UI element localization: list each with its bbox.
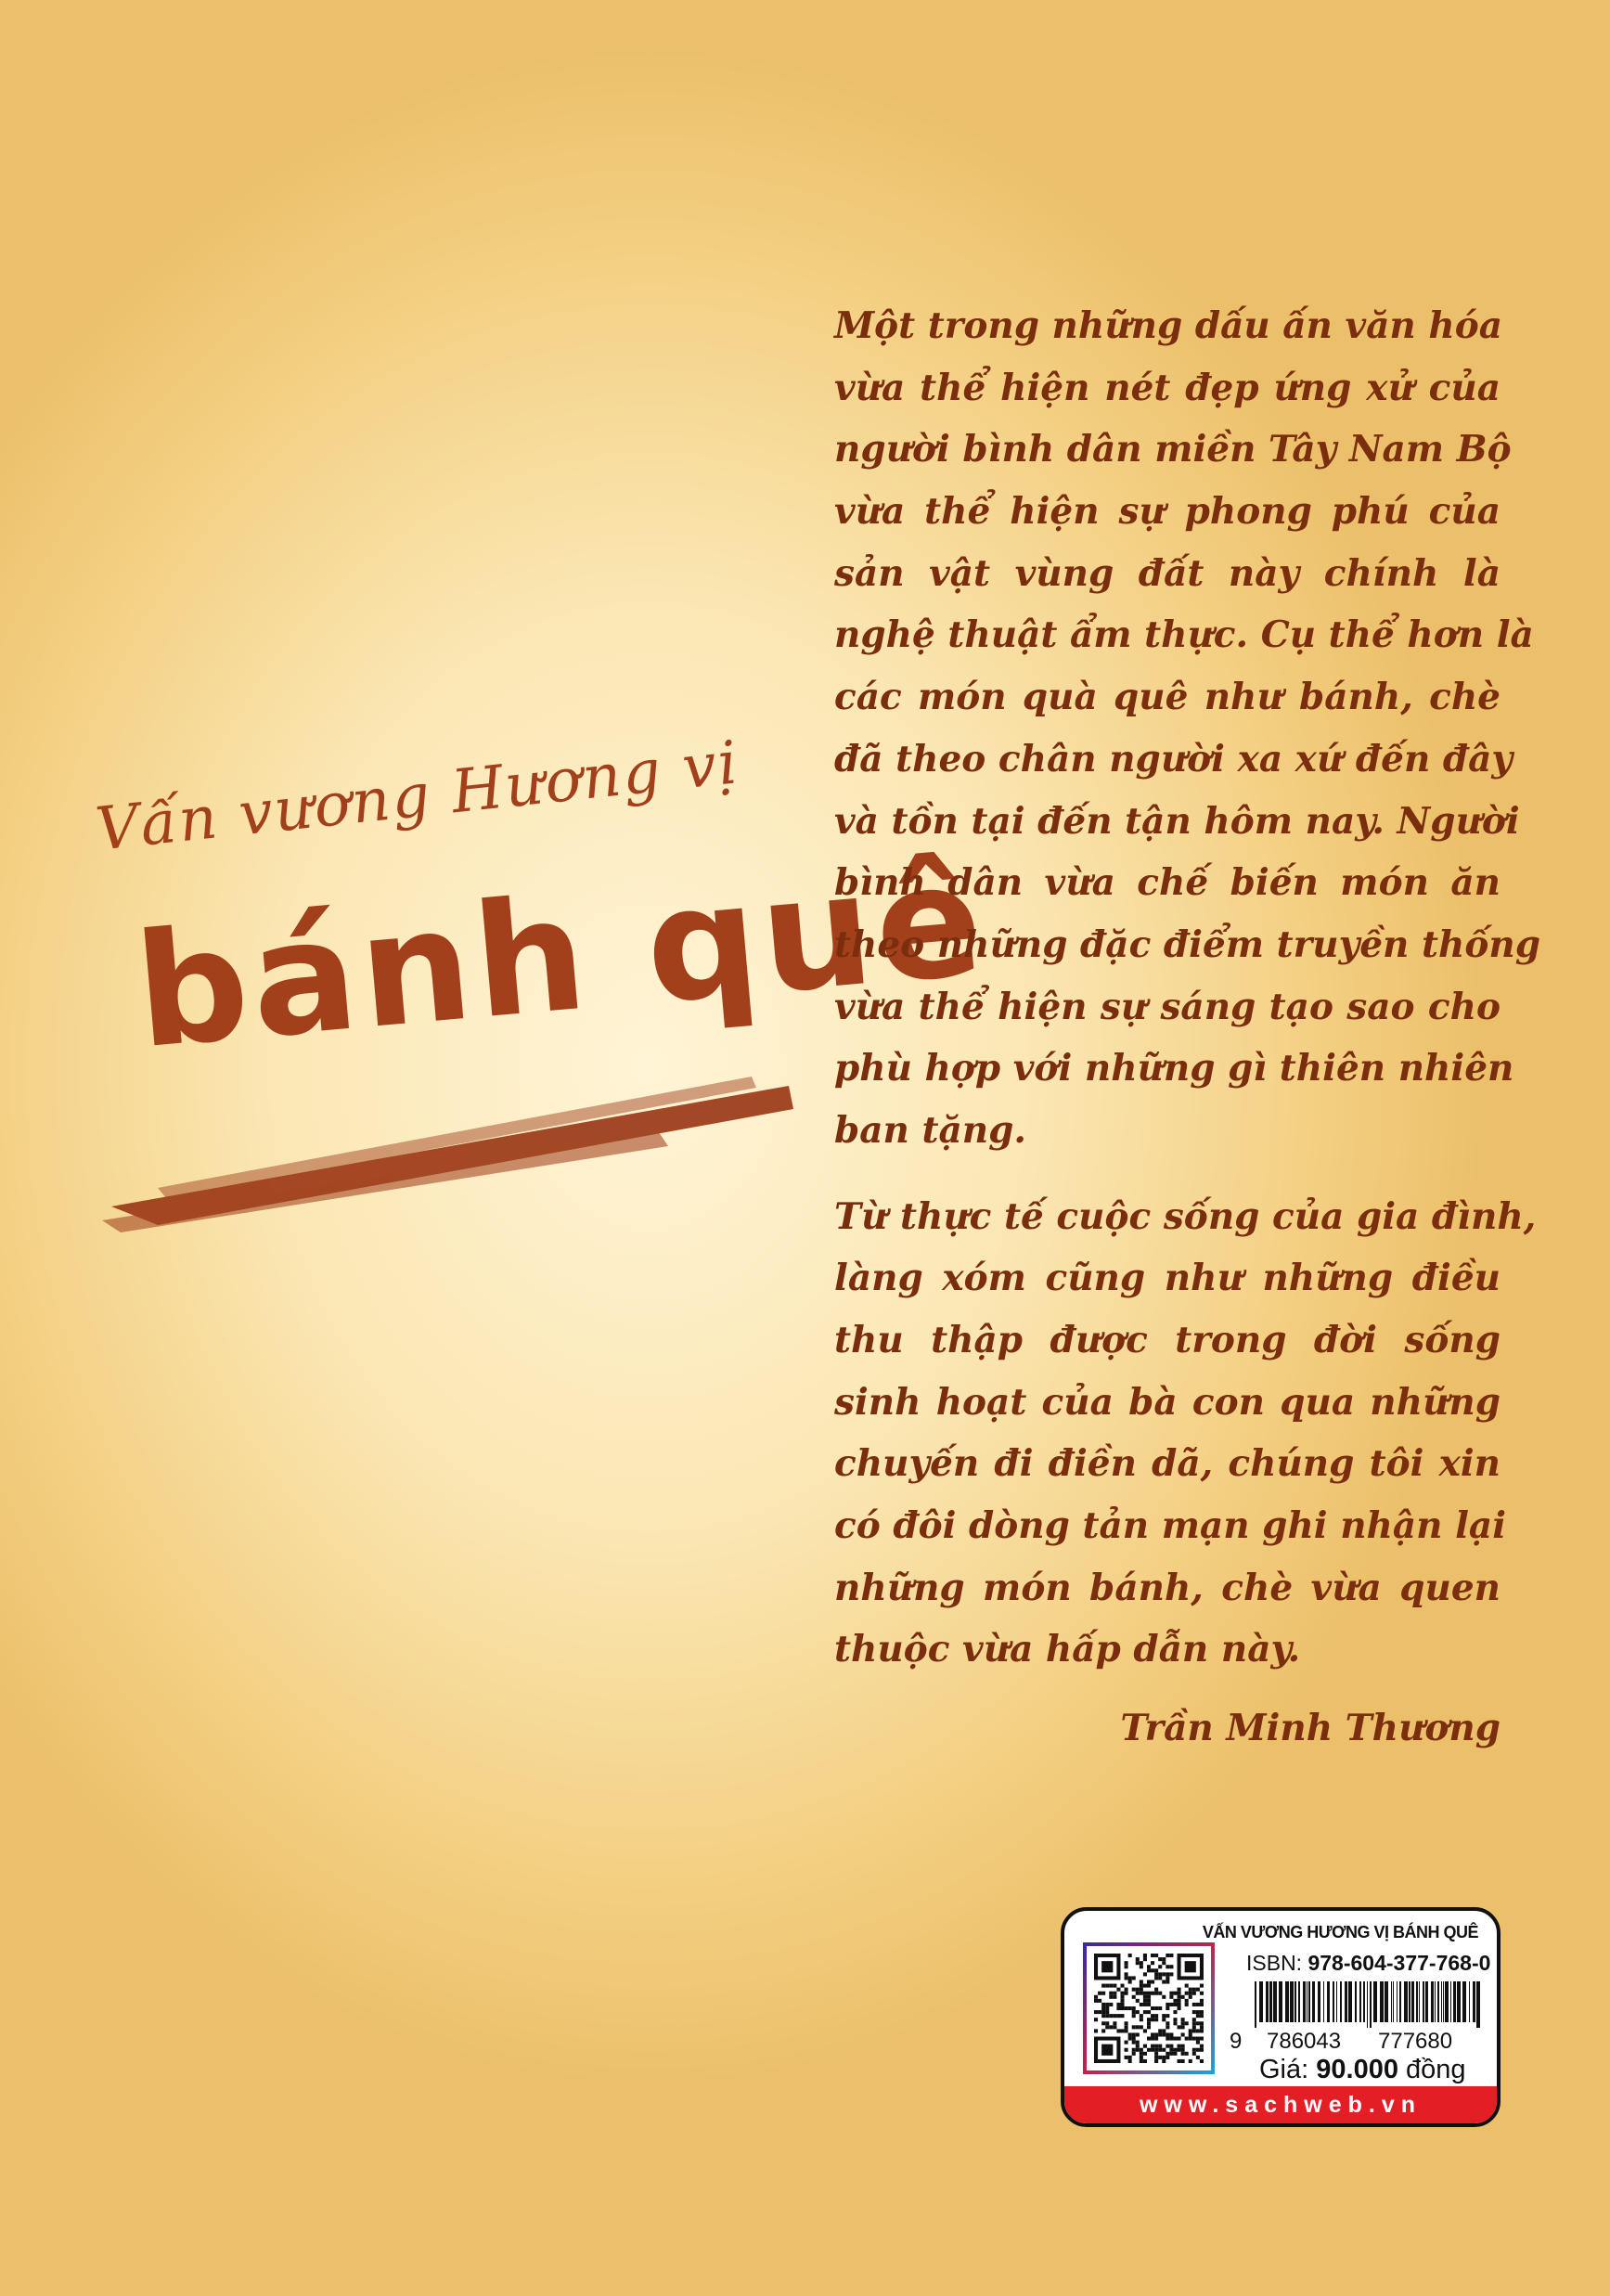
blurb-line: chuyến đi điền dã, chúng tôi xin	[834, 1442, 1501, 1486]
blurb-line: có đôi dòng tản mạn ghi nhận lại	[834, 1504, 1507, 1548]
blurb-line: Từ thực tế cuộc sống của gia đình,	[834, 1194, 1537, 1238]
author-name: Trần Minh Thương	[1120, 1707, 1501, 1750]
blurb-line: các món quà quê như bánh, chè	[834, 676, 1501, 719]
qr-code	[1083, 1942, 1215, 2074]
blurb-line: ban tặng.	[834, 1108, 1026, 1152]
barcode	[1255, 1981, 1487, 2028]
back-cover-blurb	[834, 295, 1540, 1759]
blurb-line: và tồn tại đến tận hôm nay. Người	[834, 799, 1520, 843]
blurb-line: những món bánh, chè vừa quen	[834, 1566, 1501, 1609]
price: Giá: 90.000 đồng	[1259, 2055, 1466, 2084]
blurb-line: sản vật vùng đất này chính là	[834, 551, 1501, 595]
brush-stroke-decoration	[102, 1067, 807, 1234]
blurb-line: vừa thể hiện nét đẹp ứng xử của	[834, 366, 1501, 409]
blurb-line: nghệ thuật ẩm thực. Cụ thể hơn là	[834, 613, 1534, 657]
cover-title-main: bánh quê	[128, 828, 993, 1084]
blurb-line: phù hợp với những gì thiên nhiên	[834, 1047, 1514, 1090]
blurb-paragraph-2	[834, 1186, 1537, 1682]
blurb-line: sinh hoạt của bà con qua những	[834, 1380, 1501, 1424]
blurb-line: đã theo chân người xa xứ đến đây	[834, 737, 1513, 780]
blurb-line: vừa thể hiện sự phong phú của	[834, 490, 1501, 534]
blurb-line: làng xóm cũng như những điều	[834, 1257, 1501, 1300]
label-book-name: VẤN VƯƠNG HƯƠNG VỊ BÁNH QUÊ	[1202, 1923, 1478, 1941]
cover-title-script: Vấn vương Hương vị	[92, 729, 742, 865]
blurb-line: vừa thể hiện sự sáng tạo sao cho	[834, 985, 1501, 1028]
blurb-line: theo những đặc điểm truyền thống	[834, 922, 1540, 966]
blurb-line: bình dân vừa chế biến món ăn	[834, 861, 1501, 905]
blurb-paragraph-1	[834, 295, 1540, 1162]
blurb-line: người bình dân miền Tây Nam Bộ	[834, 428, 1512, 471]
blurb-line: thuộc vừa hấp dẫn này.	[834, 1628, 1301, 1671]
isbn-price-label	[1061, 1907, 1501, 2127]
barcode-digits: 9 786043 777680	[1230, 2029, 1453, 2054]
blurb-line: thu thập được trong đời sống	[834, 1319, 1501, 1361]
website-link[interactable]: www.sachweb.vn	[1064, 2086, 1497, 2123]
blurb-line: Một trong những dấu ấn văn hóa	[834, 304, 1502, 347]
isbn: ISBN: 978-604-377-768-0	[1246, 1951, 1491, 1975]
